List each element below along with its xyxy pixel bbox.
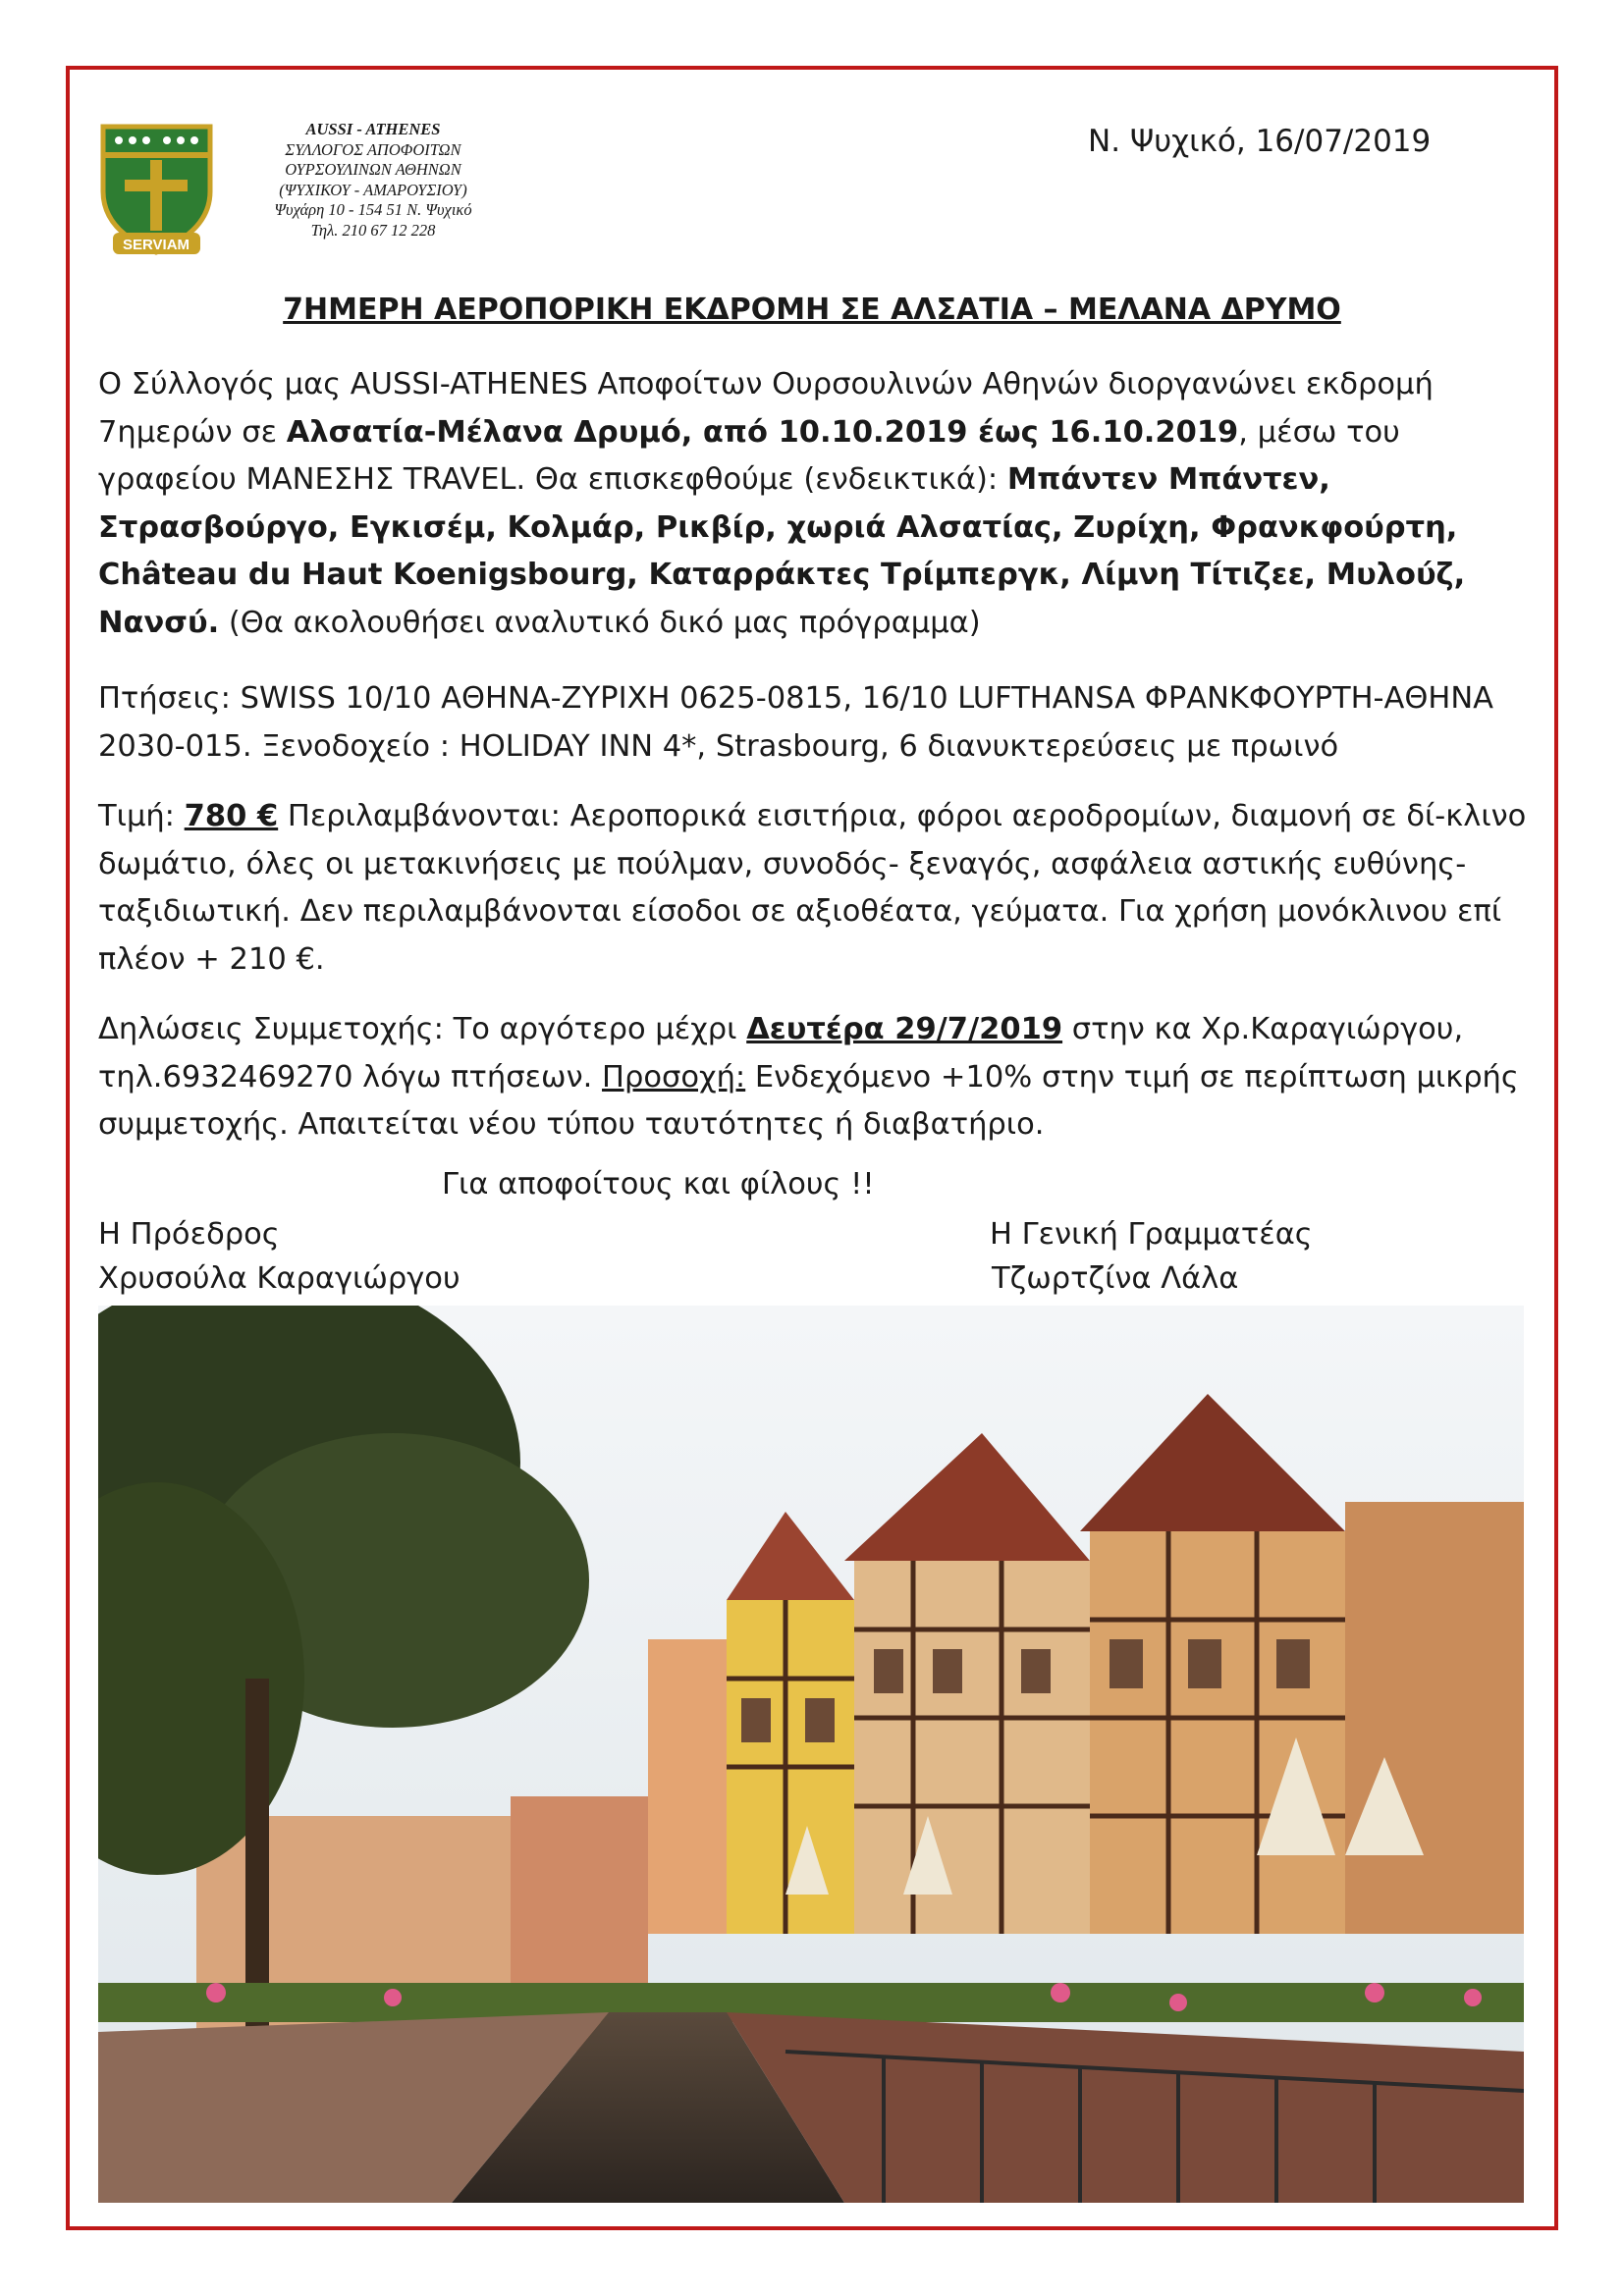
- intro-paragraph: Ο Σύλλογός μας AUSSI-ATHENES Αποφοίτων Ουρσουλινών Αθηνών διοργανώνει εκδρομή 7ημερών σε Αλσατία-Μέλανα Δρυμό, από 10.10.2019 έως 16.10.2019, μέσω του γραφείου ΜΑΝΕΣΗΣ TRAVEL. Θα επισκεφθούμε (ενδεικτικά): Μπάντεν Μπάντεν, Στρασβούργο, Εγκισέμ, Κολμάρ, Ρικβίρ, χωριά Αλσατίας, Ζυρίχη, Φρανκφούρτη, Château du Haut Koenigsbourg, Καταρράκτες Τρίμπεργκ, Λίμνη Τίτιζεε, Μυλούζ, Νανσύ. (Θα ακολουθήσει αναλυτικό δικό μας πρόγραμμα): [98, 367, 1466, 640]
- attention-label: Προσοχή:: [602, 1059, 746, 1095]
- closing-line: Για αποφοίτους και φίλους !!: [442, 1167, 875, 1201]
- colmar-photo: [98, 1306, 1524, 2203]
- registration-paragraph: Δηλώσεις Συμμετοχής: Το αργότερο μέχρι Δευτέρα 29/7/2019 στην κα Χρ.Καραγιώργου, τηλ.6932469270 λόγω πτήσεων. Προσοχή: Ενδεχόμενο +10% στην τιμή σε περίπτωση μικρής συμμετοχής. Απαιτείται νέου τύπου ταυτότητες ή διαβατήριο.: [98, 1012, 1519, 1142]
- org-line: ΣΥΛΛΟΓΟΣ ΑΠΟΦΟΙΤΩΝ: [285, 139, 461, 159]
- org-phone: Τηλ. 210 67 12 228: [310, 220, 436, 240]
- flights-paragraph: Πτήσεις: SWISS 10/10 ΑΘΗΝΑ-ΖΥΡΙΧΗ 0625-0815, 16/10 LUFTHANSA ΦΡΑΝΚΦΟΥΡΤΗ-ΑΘΗΝΑ 2030-015. Ξενοδοχείο : HOLIDAY INN 4*, Strasbourg, 6 διανυκτερεύσεις με πρωινό: [98, 681, 1494, 764]
- logo-motto: SERVIAM: [122, 237, 190, 253]
- price-value: 780 €: [184, 799, 279, 833]
- org-name: AUSSI - ATHENES: [305, 120, 441, 138]
- org-line: ΟΥΡΣΟΥΛΙΝΩΝ ΑΘΗΝΩΝ: [285, 160, 461, 179]
- secretary-role: Η Γενική Γραμματέας: [990, 1217, 1313, 1252]
- org-line: (ΨΥΧΙΚΟΥ - ΑΜΑΡΟΥΣΙΟΥ): [279, 180, 467, 199]
- document-title: 7ΗΜΕΡΗ ΑΕΡΟΠΟΡΙΚΗ ΕΚΔΡΟΜΗ ΣΕ ΑΛΣΑΤΙΑ – ΜΕΛΑΝΑ ΔΡΥΜΟ: [283, 293, 1341, 327]
- org-header: [226, 120, 520, 240]
- org-address: Ψυχάρη 10 - 154 51 Ν. Ψυχικό: [274, 200, 472, 219]
- president-name: Χρυσούλα Καραγιώργου: [98, 1261, 460, 1296]
- shield-logo: [95, 123, 218, 260]
- price-paragraph: Τιμή: 780 € Περιλαμβάνονται: Αεροπορικά εισιτήρια, φόροι αεροδρομίων, διαμονή σε δί-κλινο δωμάτιο, όλες οι μετακινήσεις με πούλμαν, συνοδός- ξεναγός, ασφάλεια αστικής ευθύνης-ταξιδιωτική. Δεν περιλαμβάνονται είσοδοι σε αξιοθέατα, γεύματα. Για χρήση μονόκλινου επί πλέον + 210 €.: [98, 799, 1527, 977]
- secretary-name: Τζωρτζίνα Λάλα: [992, 1261, 1239, 1296]
- deadline: Δευτέρα 29/7/2019: [746, 1012, 1063, 1046]
- document-date: Ν. Ψυχικό, 16/07/2019: [1088, 124, 1432, 159]
- president-role: Η Πρόεδρος: [98, 1217, 280, 1252]
